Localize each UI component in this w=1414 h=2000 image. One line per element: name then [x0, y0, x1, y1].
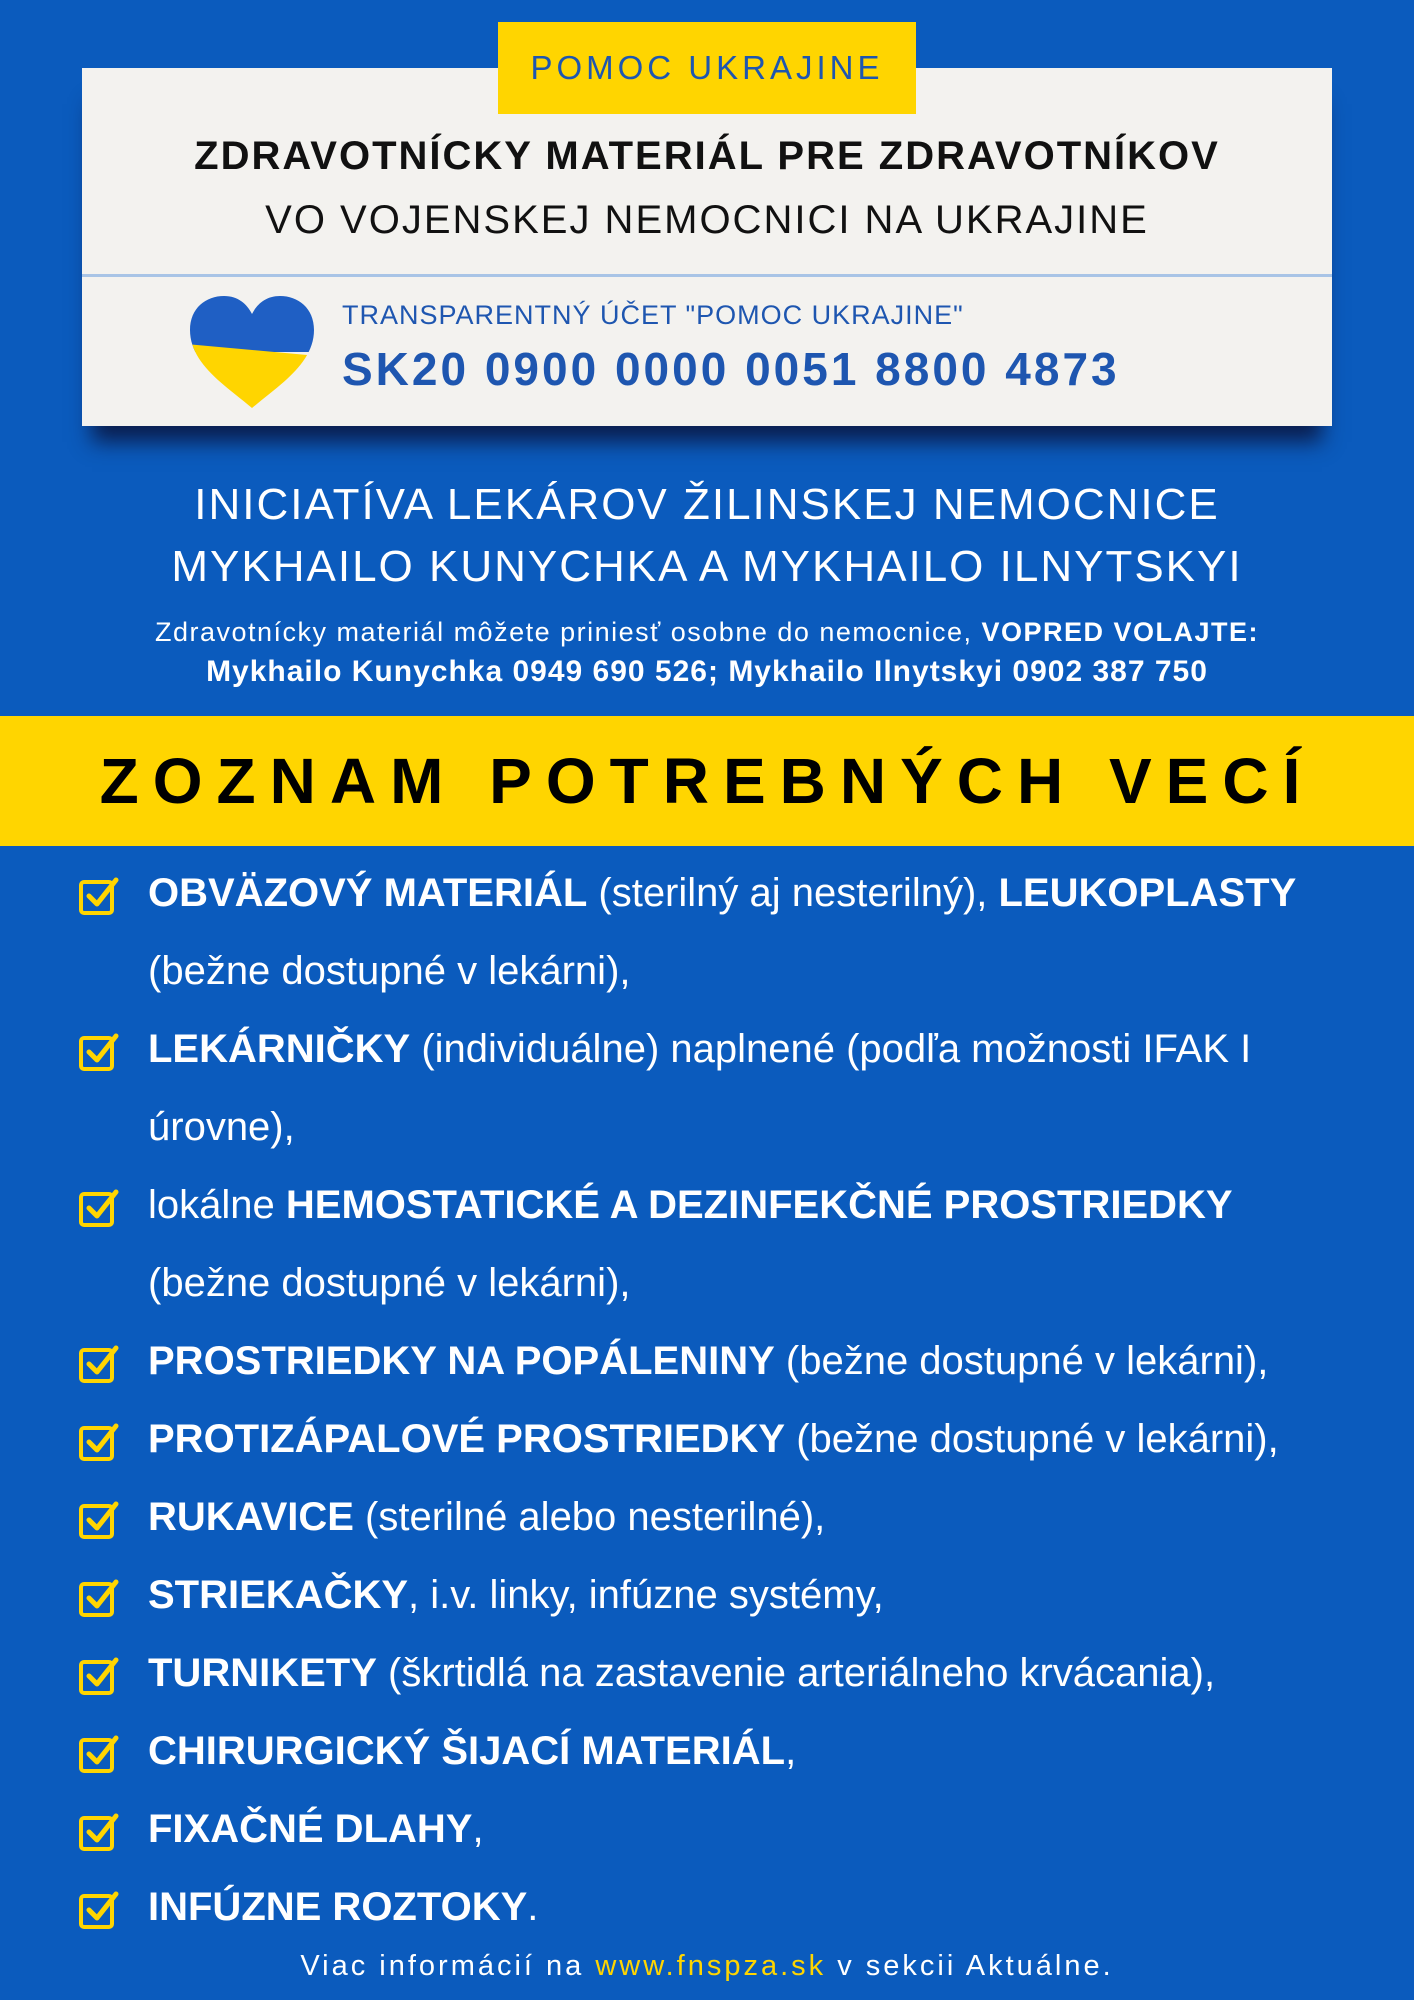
- item-desc: (bežne dostupné v lekárni),: [774, 1339, 1269, 1383]
- list-item: [148, 1634, 1348, 1712]
- item-name: LEUKOPLASTY: [998, 871, 1297, 915]
- list-item: [148, 1712, 1348, 1790]
- item-name: OBVÄZOVÝ MATERIÁL: [148, 871, 588, 915]
- item-desc: lokálne: [148, 1183, 286, 1227]
- title-line-1: ZDRAVOTNÍCKY MATERIÁL PRE ZDRAVOTNÍKOV: [194, 134, 1220, 178]
- header-card: [82, 68, 1332, 426]
- item-name: RUKAVICE: [148, 1495, 354, 1539]
- item-desc: (bežne dostupné v lekárni),: [148, 949, 631, 993]
- list-item: [148, 854, 1348, 1010]
- checkbox-icon: [78, 1654, 120, 1696]
- list-item: [148, 1010, 1348, 1166]
- item-desc: .: [527, 1885, 539, 1929]
- footer-suffix: v sekcii Aktuálne.: [826, 1950, 1114, 1982]
- item-desc: , i.v. linky, infúzne systémy,: [408, 1573, 884, 1617]
- campaign-tag: POMOC UKRAJINE: [498, 22, 916, 114]
- ukraine-heart-icon: [186, 292, 318, 412]
- item-desc: (bežne dostupné v lekárni),: [785, 1417, 1279, 1461]
- checkbox-icon: [78, 1732, 120, 1774]
- item-desc: (individuálne) naplnené (podľa možnosti IFAK I úrovne),: [148, 1027, 1252, 1149]
- item-name: TURNIKETY: [148, 1651, 377, 1695]
- list-item: [148, 1868, 1348, 1946]
- item-name: FIXAČNÉ DLAHY: [148, 1807, 473, 1851]
- checkbox-icon: [78, 1498, 120, 1540]
- checkbox-icon: [78, 1030, 120, 1072]
- list-title-band: [0, 716, 1414, 846]
- contacts: Mykhailo Kunychka 0949 690 526; Mykhailo Ilnytskyi 0902 387 750: [206, 655, 1208, 688]
- list-item: [148, 1166, 1348, 1322]
- item-desc: (sterilné alebo nesterilné),: [353, 1495, 826, 1539]
- initiative-line-1: INICIATÍVA LEKÁROV ŽILINSKEJ NEMOCNICE: [194, 480, 1220, 529]
- checkbox-icon: [78, 874, 120, 916]
- website-link[interactable]: www.fnspza.sk: [595, 1950, 827, 1982]
- list-item: [148, 1322, 1348, 1400]
- item-desc: (sterilný aj nesterilný),: [587, 871, 999, 915]
- note-call-ahead: VOPRED VOLAJTE:: [981, 617, 1260, 647]
- item-name: CHIRURGICKÝ ŠIJACÍ MATERIÁL: [148, 1729, 786, 1773]
- item-desc: (bežne dostupné v lekárni),: [148, 1261, 631, 1305]
- title-line-2: VO VOJENSKEJ NEMOCNICI NA UKRAJINE: [265, 198, 1149, 242]
- item-desc: ,: [472, 1807, 484, 1851]
- item-desc: (škrtidlá na zastavenie arteriálneho krvácania),: [376, 1651, 1216, 1695]
- list-item: [148, 1790, 1348, 1868]
- list-item: [148, 1400, 1348, 1478]
- note-text: Zdravotnícky materiál môžete priniesť osobne do nemocnice,: [154, 617, 982, 647]
- item-name: LEKÁRNIČKY: [148, 1027, 411, 1071]
- checkbox-icon: [78, 1576, 120, 1618]
- item-name: STRIEKAČKY: [148, 1573, 409, 1617]
- footer-prefix: Viac informácií na: [300, 1950, 596, 1982]
- checkbox-icon: [78, 1342, 120, 1384]
- list-item: [148, 1478, 1348, 1556]
- account-number: SK20 0900 0000 0051 8800 4873: [342, 343, 1120, 395]
- checkbox-icon: [78, 1186, 120, 1228]
- checkbox-icon: [78, 1888, 120, 1930]
- item-desc: ,: [785, 1729, 797, 1773]
- item-name: HEMOSTATICKÉ A DEZINFEKČNÉ PROSTRIEDKY: [285, 1183, 1233, 1227]
- list-item: [148, 1556, 1348, 1634]
- footer: [0, 1950, 1414, 1983]
- card-divider: [82, 274, 1332, 277]
- list-title: ZOZNAM POTREBNÝCH VECÍ: [99, 745, 1315, 817]
- item-name: PROTIZÁPALOVÉ PROSTRIEDKY: [148, 1417, 786, 1461]
- item-name: INFÚZNE ROZTOKY: [148, 1885, 528, 1929]
- checkbox-icon: [78, 1810, 120, 1852]
- account-label: TRANSPARENTNÝ ÚČET "POMOC UKRAJINE": [342, 300, 964, 330]
- checkbox-icon: [78, 1420, 120, 1462]
- initiative-line-2: MYKHAILO KUNYCHKA A MYKHAILO ILNYTSKYI: [171, 542, 1243, 591]
- delivery-note: [0, 617, 1414, 648]
- item-name: PROSTRIEDKY NA POPÁLENINY: [148, 1339, 775, 1383]
